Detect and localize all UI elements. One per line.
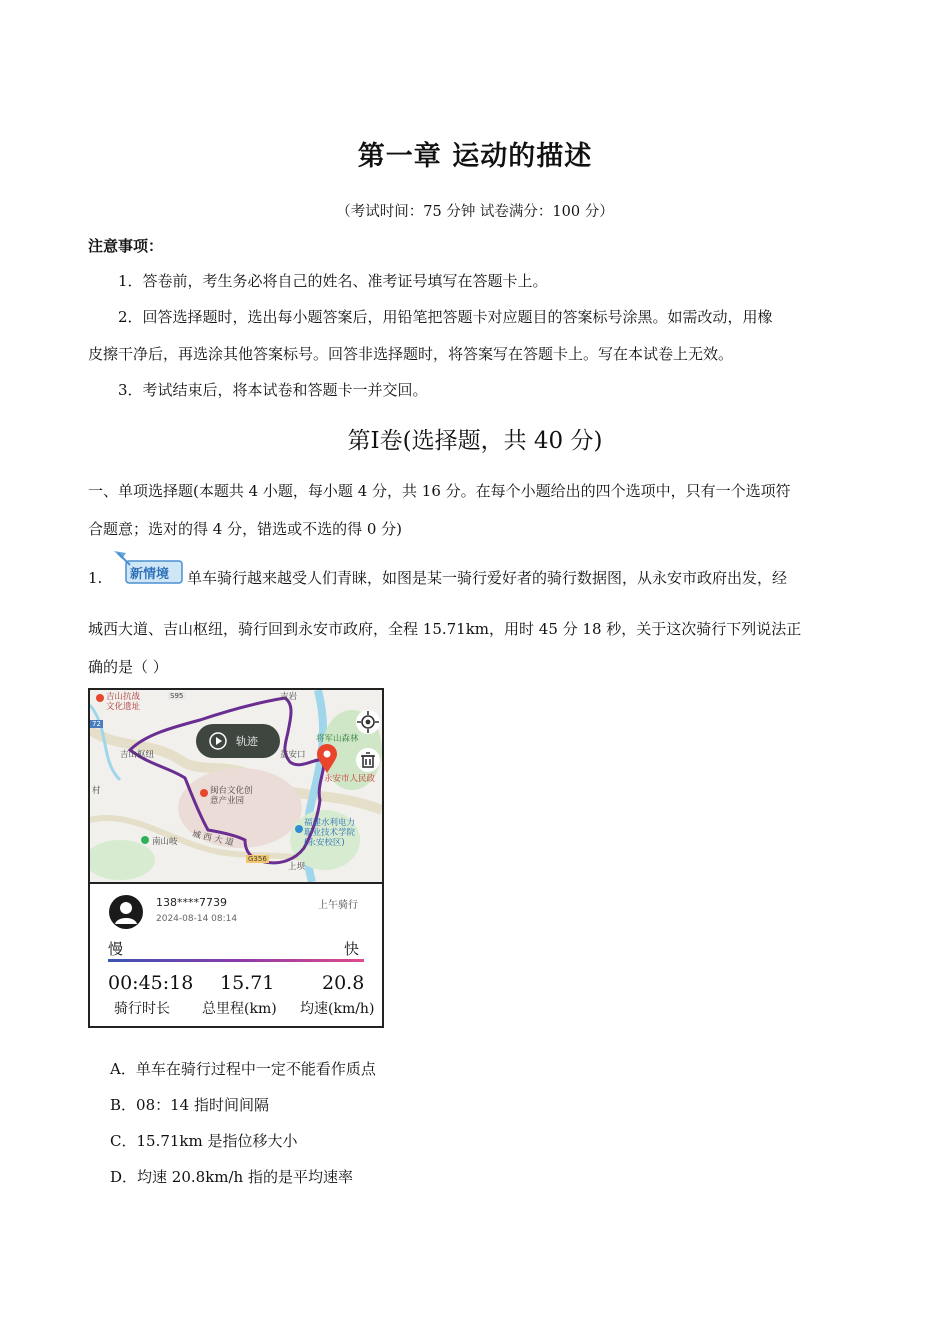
map-label-jiyan: 吉岩 [280,692,298,702]
option-d: D．均速 20.8km/h 指的是平均速率 [110,1168,353,1186]
map-label-cun: 村 [92,786,101,796]
option-b: B．08：14 指时间间隔 [110,1096,269,1114]
ride-type: 上午骑行 [318,900,358,911]
ride-data-figure [88,688,384,1028]
map-label-jishan: 吉山枢纽 [120,750,155,760]
badge-label: 新情境 [130,567,170,582]
exam-info: （考试时间：75 分钟 试卷满分：100 分） [336,204,614,220]
page-title: 第一章 运动的描述 [357,141,593,172]
stat-speed-value: 20.8 [322,972,365,994]
map-label-shangfu: 上坝 [288,862,306,872]
question-line-2: 城西大道、吉山枢纽，骑行回到永安市政府，全程 15.71km，用时 45 分 18 秒，关于这次骑行下列说法正 [88,620,802,638]
map-label-kou: 益安口 [280,750,306,760]
notice-heading: 注意事项： [88,237,164,255]
map-label-road: 城 西 大 道 [191,829,235,849]
map-label-nanshan: 南山岐 [152,837,178,847]
map-label-college: 福建水利电力 职业技术学院 (永安校区) [304,818,356,848]
route-map [90,690,382,884]
notice-item-1: 1．答卷前，考生务必将自己的姓名、准考证号填写在答题卡上。 [118,272,548,290]
locate-icon[interactable] [354,708,382,736]
new-context-badge [112,549,184,585]
option-a: A．单车在骑行过程中一定不能看作质点 [110,1060,376,1078]
track-button-label: 轨迹 [236,735,258,748]
map-label-jiangjun: 将军山森林 [316,734,359,744]
notice-item-3: 3．考试结束后，将本试卷和答题卡一并交回。 [118,381,428,399]
section-title: 第Ⅰ卷(选择题，共 40 分) [347,428,603,454]
stat-distance-value: 15.71 [220,972,275,994]
speed-fast-label: 快 [344,940,360,958]
ride-summary-card [90,884,382,1026]
ride-datetime: 2024-08-14 08:14 [156,914,238,924]
track-button[interactable] [196,724,280,758]
play-icon [208,731,228,751]
map-label-minwen: 闽台文化创 意产业园 [210,786,253,806]
trash-icon[interactable] [354,746,382,774]
map-label-gov: 永安市人民政 [324,774,376,784]
map-road-sign-s: S95 [170,692,184,700]
notice-item-2-line-2: 皮擦干净后，再选涂其他答案标号。回答非选择题时，将答案写在答题卡上。写在本试卷上无效。 [88,345,734,363]
stat-speed-label: 均速(km/h) [300,1001,375,1017]
map-road-sign-g: G356 [248,855,267,863]
question-line-1: 单车骑行越来越受人们青睐，如图是某一骑行爱好者的骑行数据图，从永安市政府出发，经 [187,569,788,587]
map-label-site: 吉山抗战 文化遗址 [106,692,141,712]
part1-line-2: 合题意；选对的得 4 分，错选或不选的得 0 分) [88,520,403,538]
option-c: C．15.71km 是指位移大小 [110,1132,298,1150]
location-pin-icon [316,744,338,774]
question-number: 1. [88,569,103,587]
part1-line-1: 一、单项选择题(本题共 4 小题，每小题 4 分，共 16 分。在每个小题给出的四个选项中，只有一个选项符 [88,482,791,500]
speed-gradient-bar [108,959,364,962]
stat-duration-label: 骑行时长 [114,1001,170,1017]
stat-distance-label: 总里程(km) [202,1001,277,1017]
map-road-sign-r: 72 [92,720,101,728]
question-line-3: 确的是（ ） [88,658,168,676]
stat-duration-value: 00:45:18 [108,972,194,994]
speed-slow-label: 慢 [108,940,124,958]
user-id: 138****7739 [156,896,227,909]
avatar-icon [108,894,144,930]
notice-item-2-line-1: 2．回答选择题时，选出每小题答案后，用铅笔把答题卡对应题目的答案标号涂黑。如需改动，用橡 [118,308,773,326]
